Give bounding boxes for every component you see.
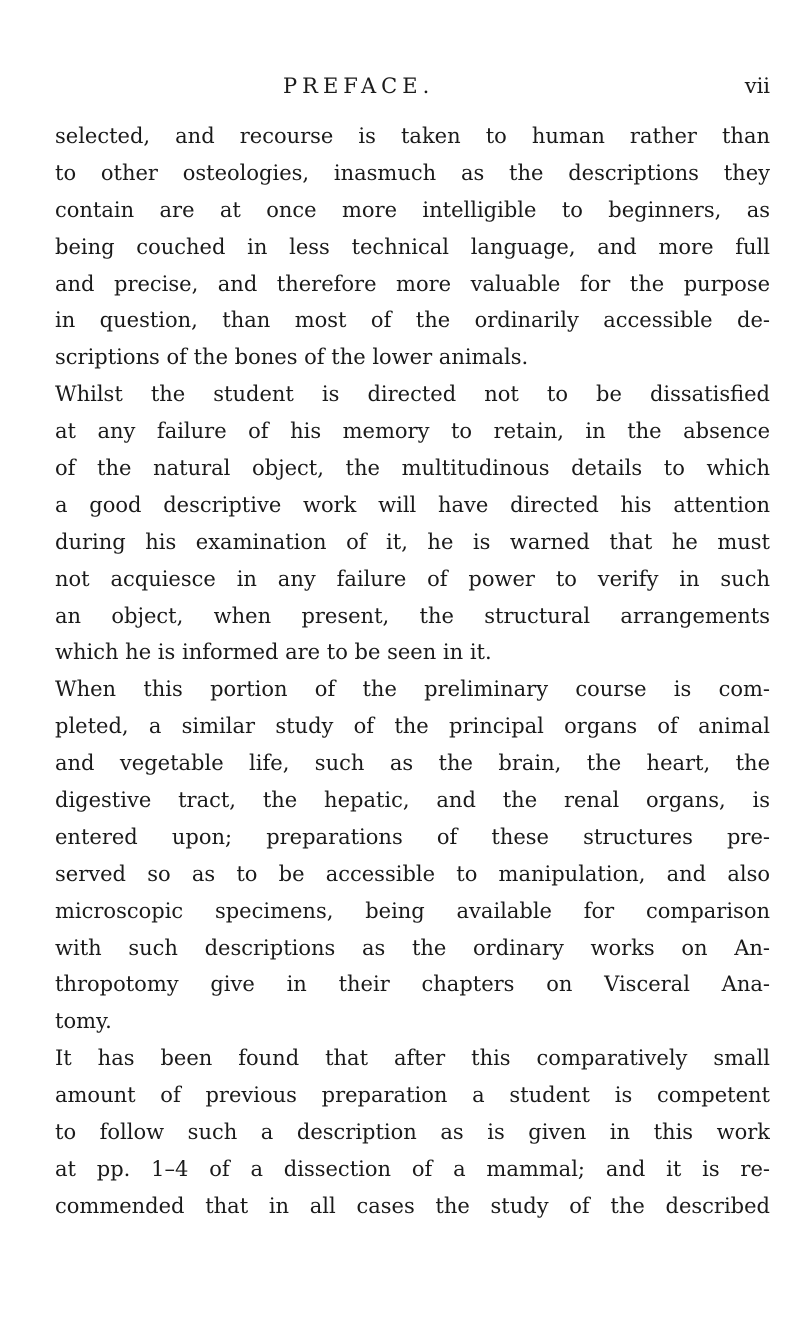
text-line: a good descriptive work will have directed his attention [55,492,770,517]
running-head [55,60,770,100]
text-line: amount of previous preparation a student is competent [55,1083,770,1108]
text-line: served so as to be accessible to manipulation, and also [55,861,770,886]
text-line: commended that in all cases the study of the described [55,1193,770,1218]
text-line: tomy. [55,1009,112,1034]
text-line: to follow such a description as is given in this work [55,1120,770,1145]
text-line: thropotomy give in their chapters on Visceral Ana- [55,972,770,997]
page-number: vii [744,74,770,98]
text-line: not acquiesce in any failure of power to verify in such [55,566,770,591]
text-line: It has been found that after this comparatively small [55,1046,770,1071]
text-line: scriptions of the bones of the lower animals. [55,345,529,370]
text-line: When this portion of the preliminary course is com- [55,677,770,702]
text-line: pleted, a similar study of the principal organs of animal [55,714,770,739]
book-page [55,60,770,1225]
text-line: microscopic specimens, being available for comparison [55,898,770,923]
text-line: being couched in less technical language, and more full [55,234,770,259]
text-line: with such descriptions as the ordinary works on An- [55,935,770,960]
text-line: of the natural object, the multitudinous details to which [55,456,770,481]
text-line: an object, when present, the structural arrangements [55,603,770,628]
body-text [55,118,770,1225]
text-line: at any failure of his memory to retain, in the absence [55,419,770,444]
text-line: and precise, and therefore more valuable for the purpose [55,271,770,296]
text-line: digestive tract, the hepatic, and the renal organs, is [55,788,770,813]
text-line: and vegetable life, such as the brain, the heart, the [55,751,770,776]
text-line: at pp. 1–4 of a dissection of a mammal; and it is re- [55,1156,770,1181]
text-line: during his examination of it, he is warned that he must [55,529,770,554]
text-line: Whilst the student is directed not to be dissatisfied [55,382,770,407]
text-line: which he is informed are to be seen in it. [55,640,492,665]
text-line: selected, and recourse is taken to human rather than [55,124,770,148]
text-line: contain are at once more intelligible to beginners, as [55,197,770,222]
text-line: in question, than most of the ordinarily accessible de- [55,308,770,333]
running-title: PREFACE. [283,74,435,98]
text-line: entered upon; preparations of these structures pre- [55,824,770,849]
text-line: to other osteologies, inasmuch as the descriptions they [55,160,770,185]
